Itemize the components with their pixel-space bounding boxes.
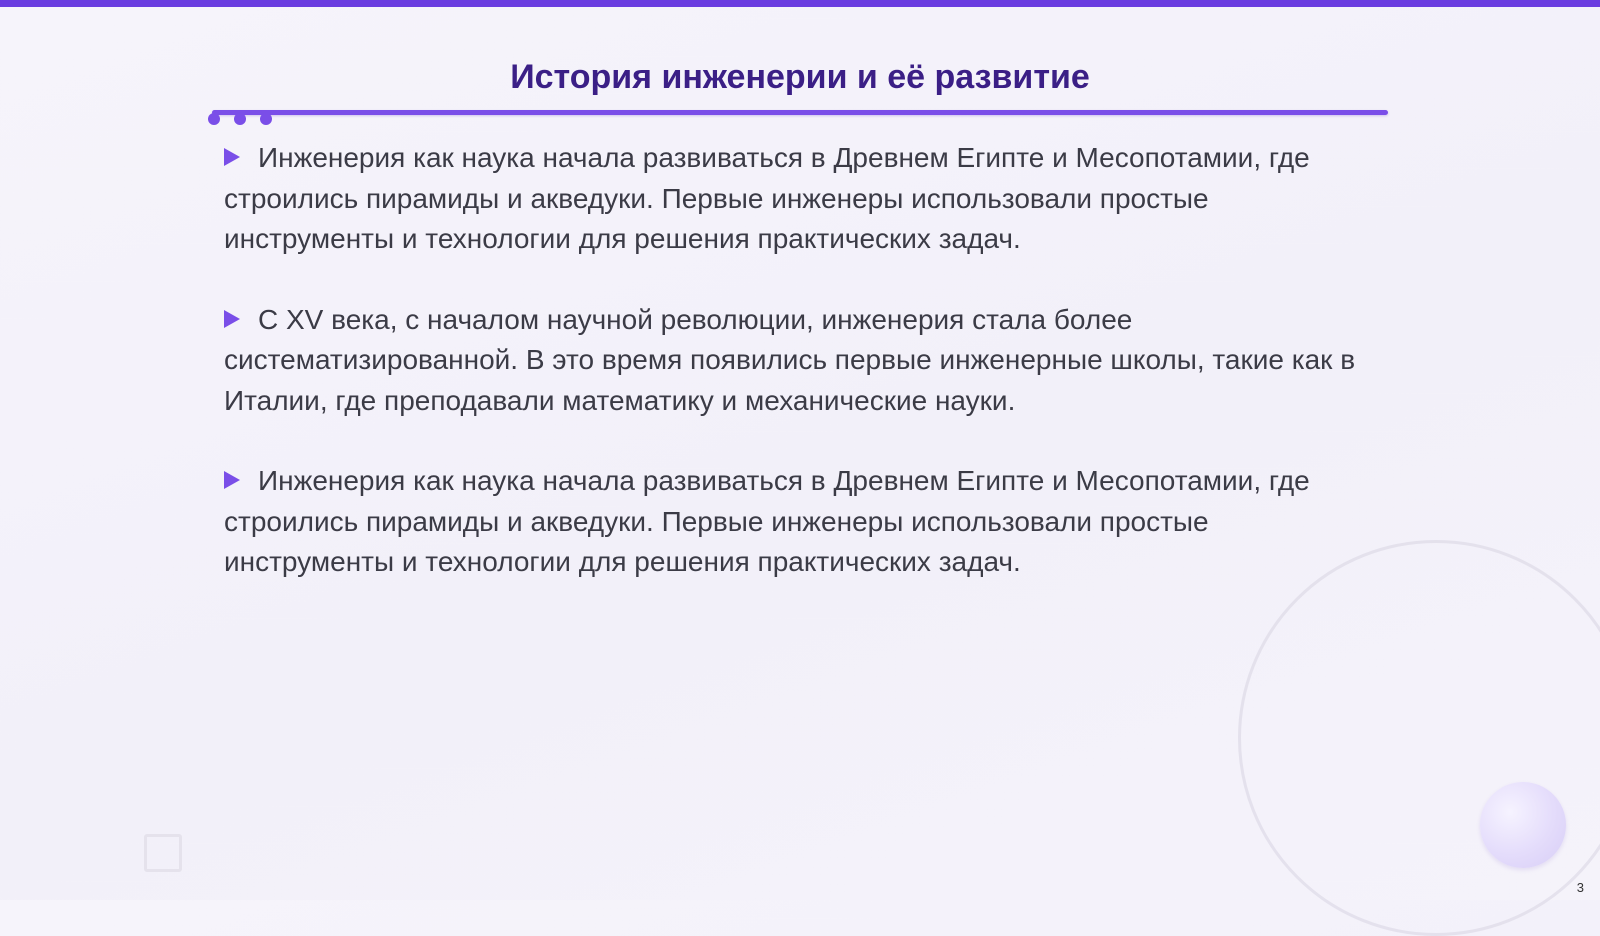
decorative-dot [260, 113, 272, 125]
page-number: 3 [1576, 880, 1584, 895]
bullet-item [224, 300, 1374, 422]
bullet-text: Инженерия как наука начала развиваться в Древнем Египте и Месопотамии, где строились пирамиды и акведуки. Первые инженеры использовали простые инструменты и технологии для решения практических задач. [224, 142, 1310, 254]
decorative-dot [234, 113, 246, 125]
bullet-list [224, 138, 1374, 623]
triangle-right-icon [224, 148, 240, 166]
decorative-circle [1480, 782, 1566, 868]
title-underline [212, 110, 1388, 115]
bullet-text: С XV века, с началом научной революции, инженерия стала более систематизированной. В это время появились первые инженерные школы, такие как в Италии, где преподавали математику и механические науки. [224, 303, 1356, 416]
triangle-right-icon [224, 471, 240, 489]
bullet-text: Инженерия как наука начала развиваться в Древнем Египте и Месопотамии, где строились пирамиды и акведуки. Первые инженеры использовали простые инструменты и технологии для решения практических задач. [224, 465, 1310, 577]
slide-title: История инженерии и её развитие [510, 58, 1090, 96]
decorative-square [144, 834, 182, 872]
bullet-item [224, 461, 1374, 583]
triangle-right-icon [224, 310, 240, 328]
decorative-dot [208, 113, 220, 125]
bullet-item [224, 138, 1374, 260]
top-accent-bar [0, 0, 1600, 7]
